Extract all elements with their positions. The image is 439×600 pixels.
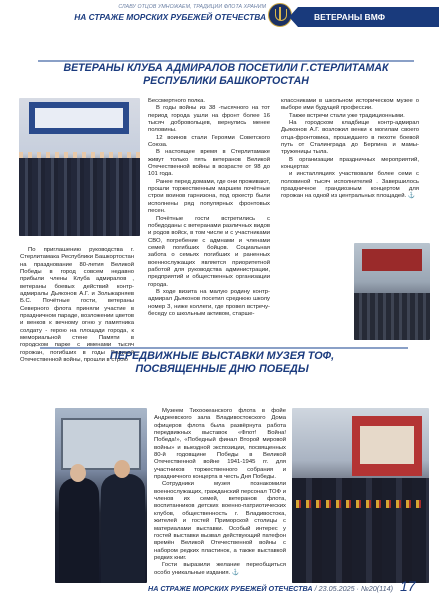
article2-rule — [40, 347, 408, 349]
article1-group-photo — [19, 98, 140, 236]
footer-title — [148, 584, 392, 593]
header-slogan: СЛАВУ ОТЦОВ УМНОЖАЕМ, ТРАДИЦИИ ФЛОТА ХРАНИМ — [118, 4, 266, 10]
paragraph — [154, 562, 286, 577]
article1-veterans-photo — [354, 243, 430, 340]
section-tag-arrow — [289, 7, 298, 27]
paragraph: 12 воинов стали Героями Советского Союза. — [148, 134, 270, 149]
photo-display-case — [61, 418, 141, 470]
article2-exhibition-photo — [55, 408, 147, 583]
paragraph: По приглашению руководства г. Стерлитамака Республики Башкортостан на празднование 80-летия Великой Победы в город совсем недавно прибыли члены Клуба адмиралов , ветераны боевых действий контр-адмиралы Дьяконов А.Г. и Зольжарняев Б.С. Почётные гости, ветераны Северного флота приняли участие в праздничном параде, возложении цветов и венков к вечному огню у памятника солдату - герою на площади города, к мемориальной стене Памяти в городском парке с именами тысяч горожан, погибших в годы Великой Отечественной войны, прошли в строю — [20, 247, 134, 364]
photo-people — [354, 293, 430, 340]
paragraph: В годы войны из 38 -тысячного на тот период города ушли на фронт более 16 тысяч добровольцев, вернулись менее половины. — [148, 105, 270, 134]
photo-officer — [101, 474, 145, 583]
paragraph: Также встречи стали уже традиционными. — [289, 112, 405, 119]
paragraph: Ранее перед домами, где они проживают, прошли торжественным маршем почётные строи воинов гарнизона, под оркестр были исполнены ряд популярных фронтовых песен. — [148, 178, 270, 215]
paragraph: Почётные гости встретились с победоданы с ветеранами различных видов и родов войск, в том числе и с участниками СВО, погребение с адмнами и членами семей погибших бойцов. Социальная забота о семьях погибших и раненных военнослужащих является приоритетной работой для руководства администрации, предприятий и общественных организации города. — [148, 215, 270, 288]
paragraph-text: и инсталляциях участвовали более семи с половиной тысяч исполнителей . Завершилось праздничное грандиозным концертом для горожан на одной из центральных площадей. — [281, 171, 419, 200]
article1-title: ВЕТЕРАНЫ КЛУБА АДМИРАЛОВ ПОСЕТИЛИ Г.СТЕРЛИТАМАК РЕСПУБЛИКИ БАШКОРТОСТАН — [63, 62, 389, 88]
paragraph: В ходе визита на малую родину контр-адмирал Дьяконов посетил среднюю школу номер 3, ниже коллеги, где провел встречу-беседу со школьным активом, старше- — [148, 288, 270, 317]
article2-title: ПЕРЕДВИЖНЫЕ ВЫСТАВКИ МУЗЕЯ ТОФ, ПОСВЯЩЕННЫЕ ДНЮ ПОБЕДЫ — [109, 350, 335, 376]
paragraph: В организации праздничных мероприятий, концертах — [281, 156, 419, 171]
photo-people — [292, 478, 429, 583]
article1-column-3 — [281, 98, 419, 201]
footer-issue: / 23.05.2025 · №20(114) — [314, 584, 393, 593]
anchor-icon: ⚓ — [231, 569, 240, 576]
photo-exhibition-board — [352, 416, 422, 476]
anchor-icon: ⚓ — [407, 193, 416, 200]
paragraph: На городском кладбище контр-адмирал Дьяконов А.Г. возложил венки к могилам своего отца-фронтовика, прошедшего в пехоте боевой путь от Сталинграда до Берлина и мамы-труженицы тыла. — [281, 120, 419, 156]
paragraph — [281, 171, 419, 200]
section-tag: ВЕТЕРАНЫ ВМФ — [298, 7, 439, 27]
photo-banner — [29, 102, 129, 134]
article1-column-2 — [148, 98, 270, 318]
photo-flag — [362, 249, 422, 271]
footer-publication: НА СТРАЖЕ МОРСКИХ РУБЕЖЕЙ ОТЕЧЕСТВА — [148, 584, 313, 593]
paragraph: классниками в школьном историческом музее о выборе ими будущей профессии. — [281, 98, 419, 112]
page-number: 17 — [400, 578, 416, 594]
paragraph-text: Гости выразили желание переобщиться особо уникальные издания. — [154, 562, 286, 576]
paragraph: Музеем Тихоокеанского флота в фойе Андреевского зала Владивостокского Дома офицеров флота была развёрнута работа передвижных выставок «Флот! Война! Победа!», «Победный финал Второй мировой войны» и выездной экспозиции, посвященных 80-й годовщине Победы в Великой Отечественной войне 1941-1945 гг. для участников торжественного собрания и праздничного концерта в честь Дня Победы. — [154, 408, 286, 481]
article2-column — [154, 408, 286, 577]
paragraph: Бессмертного полка. — [148, 98, 206, 104]
paragraph: Сотрудники музея познакомили военнослужащих, гражданский персонал ТОФ и членов их семей, ветеранов флота, воспитанников детских военно-патриотических клубов, общественность г. Владивостока, жителей и гостей Приморской столицы с материалами выставки. Особый интерес у гостей выставки вызвал действующий патефон времён Великой Отечественной войны с набором редких пластинок, а также выставкой редких книг. — [154, 481, 286, 561]
photo-head — [114, 460, 130, 478]
header-title: НА СТРАЖЕ МОРСКИХ РУБЕЖЕЙ ОТЕЧЕСТВА — [74, 12, 266, 22]
paragraph: В настоящее время в Стерлитамаке живут только пять ветеранов Великой Отечественной войны в возрасте от 98 до 101 года. — [148, 149, 270, 178]
photo-head — [70, 464, 86, 482]
photo-officer — [59, 478, 99, 583]
photo-people — [19, 158, 140, 236]
photo-medals — [296, 500, 424, 508]
article2-veterans-photo — [292, 408, 429, 583]
